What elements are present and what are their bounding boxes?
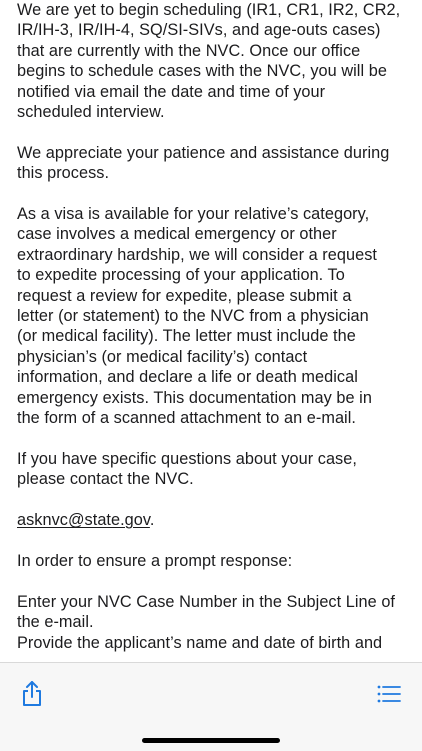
text-line: please contact the NVC. <box>17 470 194 489</box>
share-icon <box>21 681 43 707</box>
text-line: physician’s (or medical facility’s) contact <box>17 347 308 366</box>
text-line: that are currently with the NVC. Once our office <box>17 41 361 60</box>
paragraph-expedite <box>17 204 413 428</box>
text-line: In order to ensure a prompt response: <box>17 551 293 570</box>
paragraph-scheduling <box>17 0 413 122</box>
text-line: the form of a scanned attachment to an e-mail. <box>17 409 356 428</box>
text-line: We appreciate your patience and assistance during <box>17 143 390 162</box>
share-button[interactable] <box>15 677 49 711</box>
text-line: the e-mail. <box>17 613 94 632</box>
text-line: case involves a medical emergency or other <box>17 225 337 244</box>
text-line: Enter your NVC Case Number in the Subject Line of <box>17 592 396 611</box>
text-line: to expedite processing of your application. To <box>17 266 345 285</box>
email-link[interactable]: asknvc@state.gov <box>17 511 150 530</box>
text-line: information, and declare a life or death medical <box>17 368 358 387</box>
email-body <box>17 0 413 673</box>
text-line: Provide the applicant’s name and date of birth and <box>17 633 383 652</box>
text-line: request a review for expedite, please submit a <box>17 286 352 305</box>
home-indicator[interactable] <box>142 738 280 743</box>
paragraph-prompt <box>17 551 413 571</box>
email-line <box>17 510 413 530</box>
text-line: (or medical facility). The letter must include the <box>17 327 356 346</box>
paragraph-appreciation <box>17 143 413 184</box>
text-line: emergency exists. This documentation may be in <box>17 388 372 407</box>
text-line: If you have specific questions about your case, <box>17 449 357 468</box>
paragraph-instructions <box>17 592 413 653</box>
text-line: extraordinary hardship, we will consider a request <box>17 245 377 264</box>
email-suffix: . <box>149 511 155 530</box>
text-line: scheduled interview. <box>17 103 165 122</box>
list-button[interactable] <box>372 677 406 711</box>
text-line: this process. <box>17 164 110 183</box>
list-icon <box>377 685 401 703</box>
paragraph-contact <box>17 449 413 490</box>
text-line: begins to schedule cases with the NVC, you will be <box>17 62 387 81</box>
text-line: letter (or statement) to the NVC from a physician <box>17 307 369 326</box>
text-line: We are yet to begin scheduling (IR1, CR1, IR2, CR2, <box>17 1 401 19</box>
paragraph-email <box>17 510 413 530</box>
text-line: As a visa is available for your relative’s category, <box>17 205 370 224</box>
text-line: IR/IH-3, IR/IH-4, SQ/SI-SIVs, and age-outs cases) <box>17 21 381 40</box>
text-line: notified via email the date and time of your <box>17 82 326 101</box>
